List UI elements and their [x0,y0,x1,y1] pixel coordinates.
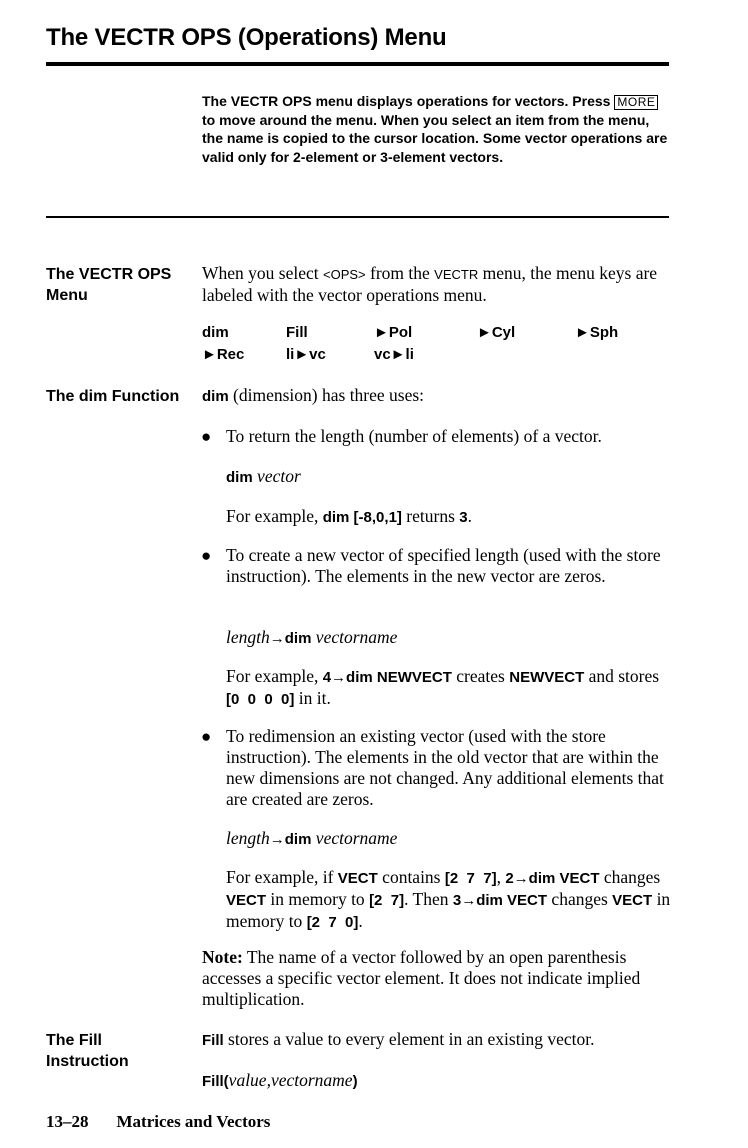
text: For example, if [226,867,338,887]
code: ) [352,1073,358,1090]
text: . [358,911,363,931]
heading-line: The Fill [46,1032,102,1049]
text: . [467,506,472,526]
intro-line1: The VECTR OPS menu displays operations for vectors. Press [202,93,611,109]
code: Fill( [202,1073,229,1090]
dim-intro [202,385,672,407]
note-paragraph [202,947,672,1010]
text: in memory to [266,889,370,909]
heading-line: Menu [46,287,88,304]
code: 4→dim NEWVECT [322,669,452,686]
bullet-1: ● [201,427,212,446]
fill-syntax [202,1070,672,1092]
menu-item-rec[interactable]: ►Rec [202,346,245,363]
code: 3→dim VECT [452,892,548,909]
menu-item-li-vc[interactable]: li►vc [286,346,326,363]
code: VECT [612,892,653,909]
chapter-title: Matrices and Vectors [116,1112,271,1131]
code: 3 [459,509,468,526]
arg: length [226,828,270,848]
code: →dim [269,831,312,848]
bullet-3: ● [201,727,212,746]
note-label: Note: [202,947,243,967]
arg: vectorname [311,828,398,848]
intro-paragraph [202,92,670,166]
heading-line: Instruction [46,1053,129,1070]
code: [0 0 0 0] [226,691,295,708]
code: NEWVECT [509,669,585,686]
code: [2 7] [369,892,405,909]
text: , [496,867,506,887]
code: [2 7 7] [444,870,497,887]
text: changes [547,889,613,909]
page-title: The VECTR OPS (Operations) Menu [46,24,447,51]
bullet-1-text: To return the length (number of elements) of a vector. [226,426,602,446]
code: 2→dim VECT [505,870,600,887]
text: When you select [202,263,323,283]
menu-paragraph [202,263,672,306]
menu-item-fill[interactable]: Fill [286,324,308,341]
code: dim [-8,0,1] [322,509,402,526]
heading-vectr-ops-menu [46,264,196,306]
menu-item-dim[interactable]: dim [202,324,229,341]
text: creates [451,666,510,686]
intro-line2: to move around the menu. When you select an item from the menu, the name is copied to the cursor location. Some vector operations are valid only for 2-element or 3-element vectors. [202,111,668,165]
text: returns [401,506,460,526]
menu-item-pol[interactable]: ►Pol [374,324,413,341]
heading-dim-function: The dim Function [46,388,180,405]
arg: value,vectorname [228,1070,353,1090]
vectr-token: VECTR [434,267,479,282]
text: menu, the menu keys are labeled with the vector operations menu. [202,263,658,305]
text: changes [599,867,661,887]
code: dim [202,388,229,405]
text: stores a value to every element in an existing vector. [223,1029,595,1049]
bullet-2-text: To create a new vector of specified length (used with the store instruction). The elements in the new vector are zeros. [226,545,661,586]
bullet-3-text: To redimension an existing vector (used with the store instruction). The elements in the old vector that are within the new dimensions are not changed. Any additional elements that are created are zeros. [226,726,664,809]
menu-item-vc-li[interactable]: vc►li [374,346,414,363]
arg: length [226,627,270,647]
code: [2 7 0] [306,914,359,931]
bullet-3-example [226,867,672,933]
heading-fill-instruction [46,1030,196,1072]
bullet-2-syntax [226,627,672,649]
arg: vector [252,466,301,486]
text: For example, [226,506,323,526]
bullet-1-syntax [226,466,672,488]
intro-rule [46,216,669,218]
bullet-3-syntax [226,828,672,850]
menu-item-sph[interactable]: ►Sph [575,324,619,341]
text: in memory to [226,889,671,931]
code: VECT [226,892,267,909]
fill-paragraph [202,1029,672,1051]
text: and stores [584,666,660,686]
menu-item-cyl[interactable]: ►Cyl [477,324,516,341]
page-number: 13–28 [46,1112,89,1131]
text: For example, [226,666,323,686]
code: VECT [337,870,378,887]
heading-line: The VECTR OPS [46,266,172,283]
text: contains [377,867,445,887]
page-footer [46,1112,270,1132]
code: dim [226,469,253,486]
ops-token: <OPS> [323,267,366,282]
text: (dimension) has three uses: [228,385,425,405]
more-key: MORE [614,95,658,110]
bullet-2: ● [201,546,212,565]
arg: vectorname [311,627,398,647]
title-rule [46,62,669,66]
text: The name of a vector followed by an open parenthesis accesses a specific vector element. It does not indicate implied multiplication. [202,947,641,1009]
code: →dim [269,630,312,647]
bullet-1-example [226,506,672,528]
text: in it. [294,688,331,708]
text: from the [365,263,435,283]
text: . Then [404,889,453,909]
code: Fill [202,1032,224,1049]
bullet-2-example [226,666,672,710]
